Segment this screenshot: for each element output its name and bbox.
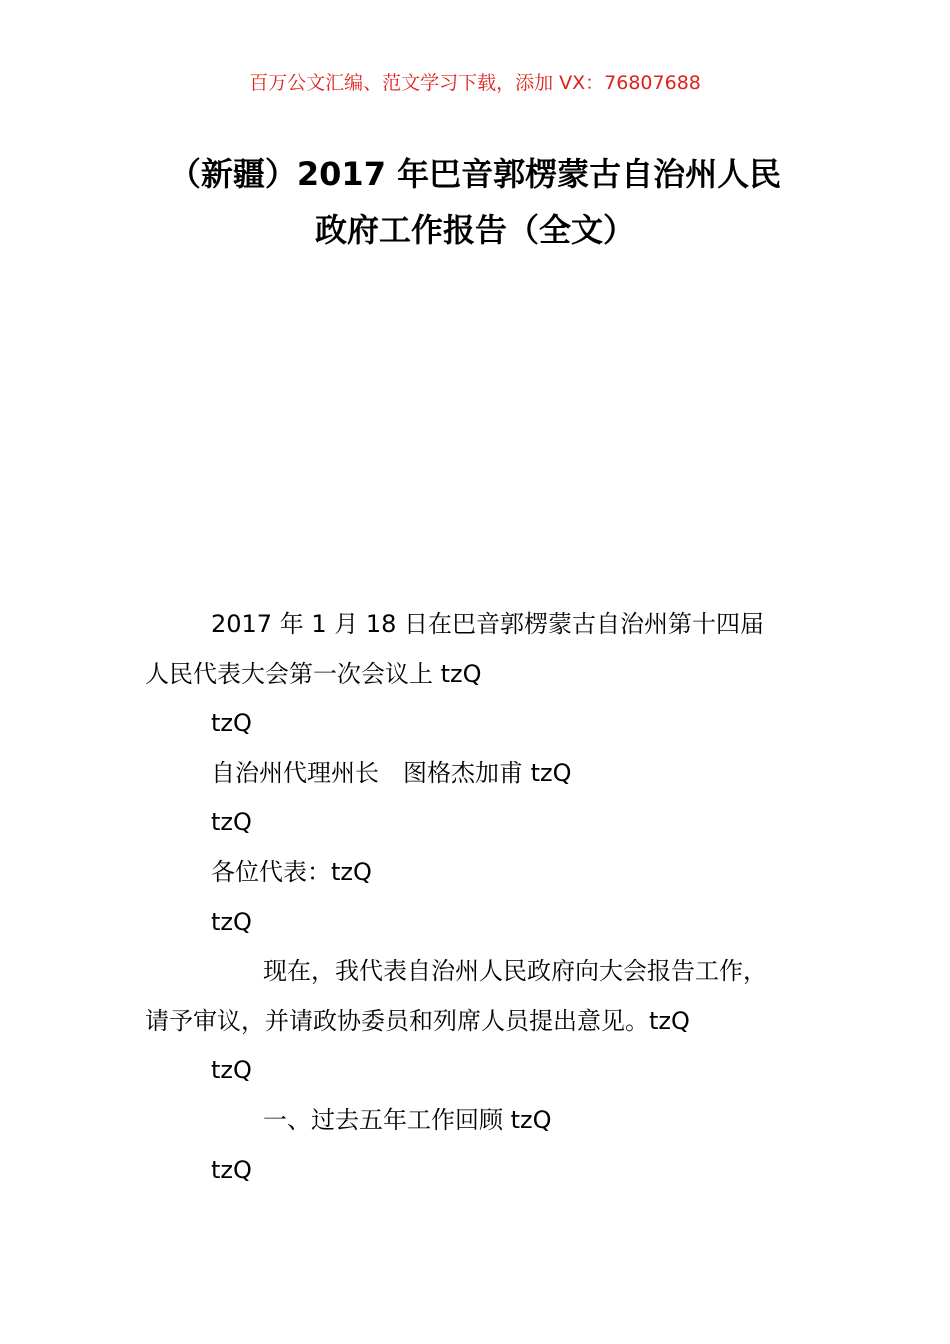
header-promo-note: 百万公文汇编、范文学习下载，添加 VX：76807688 — [249, 72, 701, 94]
paragraph-marker: tzQ — [211, 1056, 252, 1085]
paragraph-intro: 现在，我代表自治州人民政府向大会报告工作， — [263, 957, 767, 986]
title-line-1: （新疆）2017 年巴音郭楞蒙古自治州人民 — [168, 155, 782, 193]
paragraph-meeting-date-cont: 人民代表大会第一次会议上 tzQ — [145, 659, 482, 688]
paragraph-marker: tzQ — [211, 1155, 252, 1184]
paragraph-meeting-date: 2017 年 1 月 18 日在巴音郭楞蒙古自治州第十四届 — [211, 610, 765, 638]
title-line-2: 政府工作报告（全文） — [314, 211, 635, 249]
document-body — [145, 600, 810, 1195]
paragraph-salutation: 各位代表：tzQ — [211, 857, 372, 886]
paragraph-marker: tzQ — [211, 709, 252, 738]
paragraph-marker: tzQ — [211, 808, 252, 837]
section-heading: 一、过去五年工作回顾 tzQ — [263, 1105, 552, 1134]
paragraph-intro-cont: 请予审议，并请政协委员和列席人员提出意见。tzQ — [145, 1006, 690, 1035]
paragraph-marker: tzQ — [211, 907, 252, 936]
document-title — [140, 146, 810, 258]
paragraph-speaker: 自治州代理州长 图格杰加甫 tzQ — [211, 758, 572, 787]
